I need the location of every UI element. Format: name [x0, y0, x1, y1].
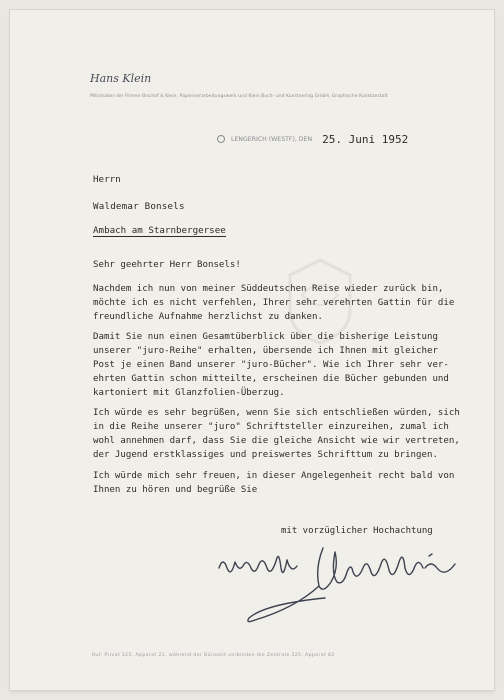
body-line: der Jugend erstklassiges und preiswertes Schrifttum zu bringen.	[93, 450, 438, 460]
body-line: ehrten Gattin schon mitteilte, erscheinen die Bücher gebunden und	[93, 374, 449, 384]
letterhead-name: Hans Klein	[90, 72, 152, 85]
handwritten-signature-icon	[215, 538, 465, 628]
body-line: wohl annehmen darf, dass Sie die gleiche Ansicht wie wir vertreten,	[93, 436, 460, 446]
body-line: möchte ich es nicht verfehlen, Ihrer sehr verehrten Gattin für die	[93, 298, 455, 308]
footer-phone-info: Ruf: Privat 325, Apparat 21, während der Bürozeit verbinden die Zentrale 325, Apparat 82	[92, 653, 335, 658]
place-date-line	[217, 130, 408, 148]
body-line: Post je einen Band unserer "juro-Bücher". Wie ich Ihrer sehr ver-	[93, 360, 449, 370]
letter-sheet	[10, 10, 494, 690]
letter-date: 25. Juni 1952	[322, 132, 409, 146]
body-line: freundliche Aufnahme herzlichst zu danken.	[93, 312, 323, 322]
address-salutation: Herrn	[93, 174, 121, 185]
body-line: Ich würde es sehr begrüßen, wenn Sie sich entschließen würden, sich	[93, 408, 460, 418]
address-city: Ambach am Starnbergersee	[93, 225, 226, 236]
body-line: Nachdem ich nun von meiner Süddeutschen Reise wieder zurück bin,	[93, 284, 444, 294]
closing-phrase: mit vorzüglicher Hochachtung	[281, 526, 433, 536]
logo-circle-icon	[217, 135, 225, 143]
body-line: kartoniert mit Glanzfolien-Überzug.	[93, 388, 285, 398]
body-line: Damit Sie nun einen Gesamtüberblick über die bisherige Leistung	[93, 332, 438, 342]
place-label: LENGERICH (WESTF), DEN	[231, 135, 313, 143]
letterhead-subline: Mitinhaber der Firmen Bischof & Klein, Papierverarbeitungswerk und Klein Buch- und Kunstverlag GmbH, Graphische Kunstanstalt	[90, 94, 388, 99]
body-line: unserer "juro-Reihe" erhalten, übersende ich Ihnen mit gleicher	[93, 346, 438, 356]
address-name: Waldemar Bonsels	[93, 201, 185, 212]
body-line: Ich würde mich sehr freuen, in dieser Angelegenheit recht bald von	[93, 471, 455, 481]
greeting: Sehr geehrter Herr Bonsels!	[93, 260, 241, 270]
body-line: in die Reihe unserer "juro" Schriftsteller einzureihen, zumal ich	[93, 422, 449, 432]
body-line: Ihnen zu hören und begrüße Sie	[93, 485, 258, 495]
